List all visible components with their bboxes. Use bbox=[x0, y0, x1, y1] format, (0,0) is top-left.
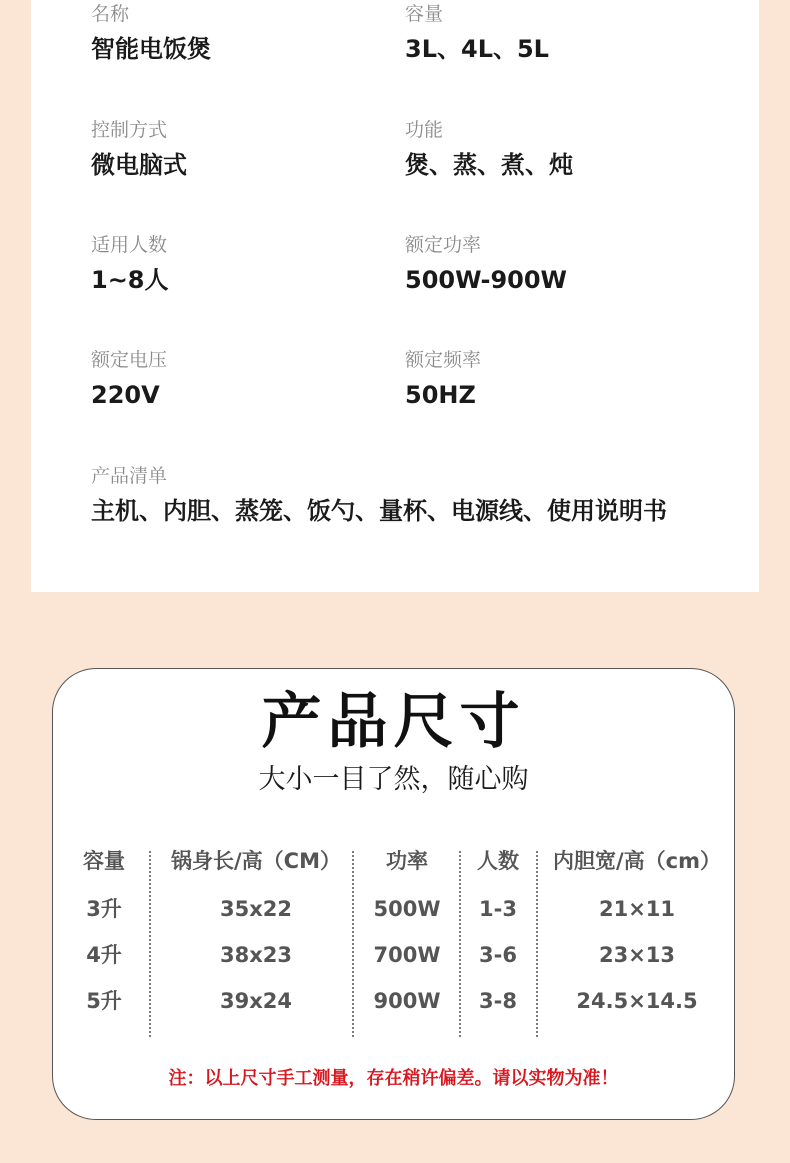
spec-value: 智能电饭煲 bbox=[91, 35, 211, 63]
spec-label: 额定电压 bbox=[91, 349, 168, 371]
spec-value: 主机、内胆、蒸笼、饭勺、量杯、电源线、使用说明书 bbox=[91, 497, 667, 525]
spec-function bbox=[405, 118, 573, 180]
column-divider bbox=[459, 851, 461, 1037]
table-cell: 24.5×14.5 bbox=[576, 989, 698, 1013]
table-header: 容量 bbox=[83, 849, 125, 873]
table-cell: 38x23 bbox=[220, 943, 292, 967]
spec-label: 额定功率 bbox=[405, 234, 482, 256]
table-header: 内胆宽/高（cm） bbox=[553, 849, 721, 873]
spec-label: 产品清单 bbox=[91, 465, 168, 487]
column-divider bbox=[352, 851, 354, 1037]
table-cell: 1-3 bbox=[479, 897, 517, 921]
spec-name bbox=[91, 2, 211, 64]
spec-power bbox=[405, 233, 567, 295]
table-cell: 39x24 bbox=[220, 989, 292, 1013]
spec-package-list bbox=[91, 464, 667, 526]
table-cell: 23×13 bbox=[598, 943, 676, 967]
spec-label: 额定频率 bbox=[405, 349, 482, 371]
table-header: 人数 bbox=[477, 849, 519, 873]
col-capacity bbox=[75, 847, 133, 1015]
table-cell: 700W bbox=[373, 943, 441, 967]
table-cell: 35x22 bbox=[220, 897, 292, 921]
spec-value: 500W-900W bbox=[405, 266, 568, 294]
table-cell: 3-6 bbox=[479, 943, 517, 967]
table-cell: 3-8 bbox=[479, 989, 517, 1013]
spec-label: 适用人数 bbox=[91, 234, 168, 256]
table-cell: 900W bbox=[373, 989, 441, 1013]
spec-capacity bbox=[405, 2, 549, 64]
spec-label: 名称 bbox=[91, 3, 130, 25]
table-cell: 21×11 bbox=[598, 897, 676, 921]
spec-frequency bbox=[405, 348, 481, 410]
spec-label: 功能 bbox=[405, 119, 444, 141]
size-subtitle: 大小一目了然，随心购 bbox=[258, 764, 529, 795]
spec-value: 1~8人 bbox=[91, 266, 169, 294]
col-power bbox=[365, 847, 449, 1015]
size-title: 产品尺寸 bbox=[261, 687, 526, 757]
table-cell: 4升 bbox=[86, 943, 122, 967]
measurement-note: 注：以上尺寸手工测量，存在稍许偏差。请以实物为准！ bbox=[168, 1068, 619, 1089]
table-header: 锅身长/高（CM） bbox=[171, 849, 341, 873]
col-inner-pot-size bbox=[545, 847, 729, 1015]
size-card bbox=[52, 668, 735, 1120]
table-cell: 500W bbox=[373, 897, 441, 921]
table-cell: 3升 bbox=[86, 897, 122, 921]
col-body-size bbox=[161, 847, 351, 1015]
table-cell: 5升 bbox=[86, 989, 122, 1013]
spec-people bbox=[91, 233, 169, 295]
spec-value: 微电脑式 bbox=[91, 151, 187, 179]
spec-card bbox=[31, 0, 759, 592]
spec-label: 容量 bbox=[405, 3, 444, 25]
spec-label: 控制方式 bbox=[91, 119, 168, 141]
spec-control bbox=[91, 118, 187, 180]
spec-value: 3L、4L、5L bbox=[405, 35, 549, 63]
spec-voltage bbox=[91, 348, 167, 410]
column-divider bbox=[149, 851, 151, 1037]
spec-value: 220V bbox=[91, 381, 160, 409]
table-header: 功率 bbox=[386, 849, 428, 873]
spec-value: 50HZ bbox=[405, 381, 476, 409]
column-divider bbox=[536, 851, 538, 1037]
spec-value: 煲、蒸、煮、炖 bbox=[405, 151, 573, 179]
col-people bbox=[467, 847, 529, 1015]
